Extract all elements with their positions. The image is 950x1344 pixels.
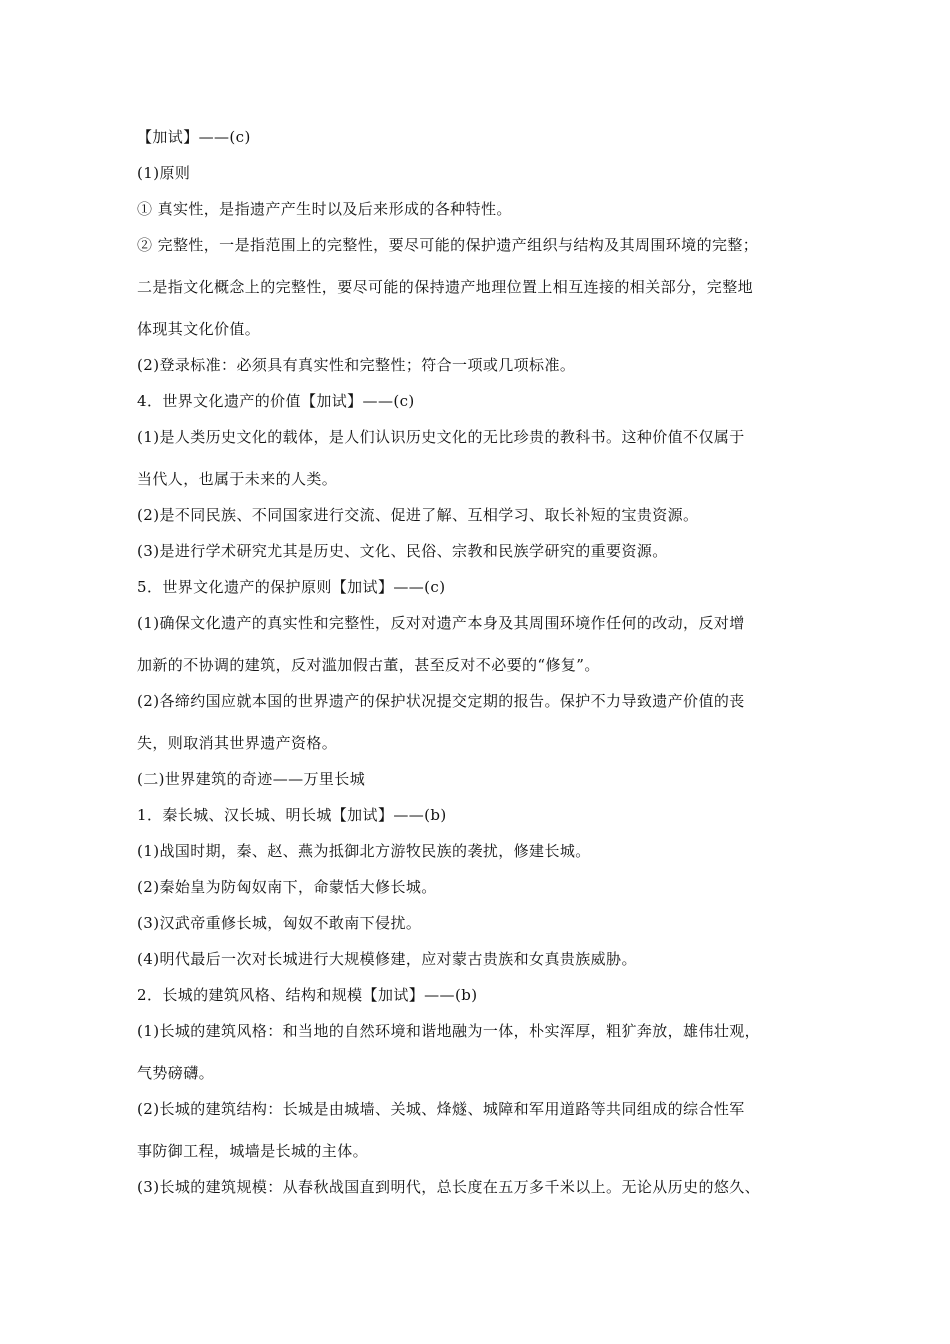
text-line: 4．世界文化遗产的价值【加试】——(c) <box>137 392 415 410</box>
text-line: (1)确保文化遗产的真实性和完整性，反对对遗产本身及其周围环境作任何的改动，反对增 <box>137 614 745 632</box>
text-line: (3)长城的建筑规模：从春秋战国直到明代，总长度在五万多千米以上。无论从历史的悠久、 <box>137 1178 761 1196</box>
text-line: 体现其文化价值。 <box>137 320 261 338</box>
text-line: (3)汉武帝重修长城，匈奴不敢南下侵扰。 <box>137 914 422 932</box>
text-line: (4)明代最后一次对长城进行大规模修建，应对蒙古贵族和女真贵族威胁。 <box>137 950 637 968</box>
text-line: 5．世界文化遗产的保护原则【加试】——(c) <box>137 578 446 596</box>
text-line: 失，则取消其世界遗产资格。 <box>137 734 338 752</box>
text-line: (2)是不同民族、不同国家进行交流、促进了解、互相学习、取长补短的宝贵资源。 <box>137 506 699 524</box>
text-line: 【加试】——(c) <box>137 128 251 146</box>
text-line: 当代人，也属于未来的人类。 <box>137 470 338 488</box>
text-line: 气势磅礴。 <box>137 1064 215 1082</box>
text-line: (3)是进行学术研究尤其是历史、文化、民俗、宗教和民族学研究的重要资源。 <box>137 542 668 560</box>
text-line: (1)是人类历史文化的载体，是人们认识历史文化的无比珍贵的教科书。这种价值不仅属于 <box>137 428 745 446</box>
text-line: (1)原则 <box>137 164 191 182</box>
text-line: (1)战国时期，秦、赵、燕为抵御北方游牧民族的袭扰，修建长城。 <box>137 842 591 860</box>
text-line: 加新的不协调的建筑，反对滥加假古董，甚至反对不必要的“修复”。 <box>137 656 600 674</box>
text-line: ② 完整性，一是指范围上的完整性，要尽可能的保护遗产组织与结构及其周围环境的完整； <box>137 236 759 254</box>
document-body <box>137 124 837 1210</box>
text-line: (1)长城的建筑风格：和当地的自然环境和谐地融为一体，朴实浑厚，粗犷奔放，雄伟壮观， <box>137 1022 761 1040</box>
text-line: 二是指文化概念上的完整性，要尽可能的保持遗产地理位置上相互连接的相关部分，完整地 <box>137 278 754 296</box>
text-line: ① 真实性，是指遗产产生时以及后来形成的各种特性。 <box>137 200 512 218</box>
text-line: (2)登录标准：必须具有真实性和完整性；符合一项或几项标准。 <box>137 356 576 374</box>
text-line: (2)长城的建筑结构：长城是由城墙、关城、烽燧、城障和军用道路等共同组成的综合性军 <box>137 1100 745 1118</box>
text-line: (二)世界建筑的奇迹——万里长城 <box>137 770 366 788</box>
text-line: 1．秦长城、汉长城、明长城【加试】——(b) <box>137 806 447 824</box>
text-line: (2)秦始皇为防匈奴南下，命蒙恬大修长城。 <box>137 878 437 896</box>
text-line: 2．长城的建筑风格、结构和规模【加试】——(b) <box>137 986 478 1004</box>
text-line: (2)各缔约国应就本国的世界遗产的保护状况提交定期的报告。保护不力导致遗产价值的丧 <box>137 692 745 710</box>
text-line: 事防御工程，城墙是长城的主体。 <box>137 1142 369 1160</box>
